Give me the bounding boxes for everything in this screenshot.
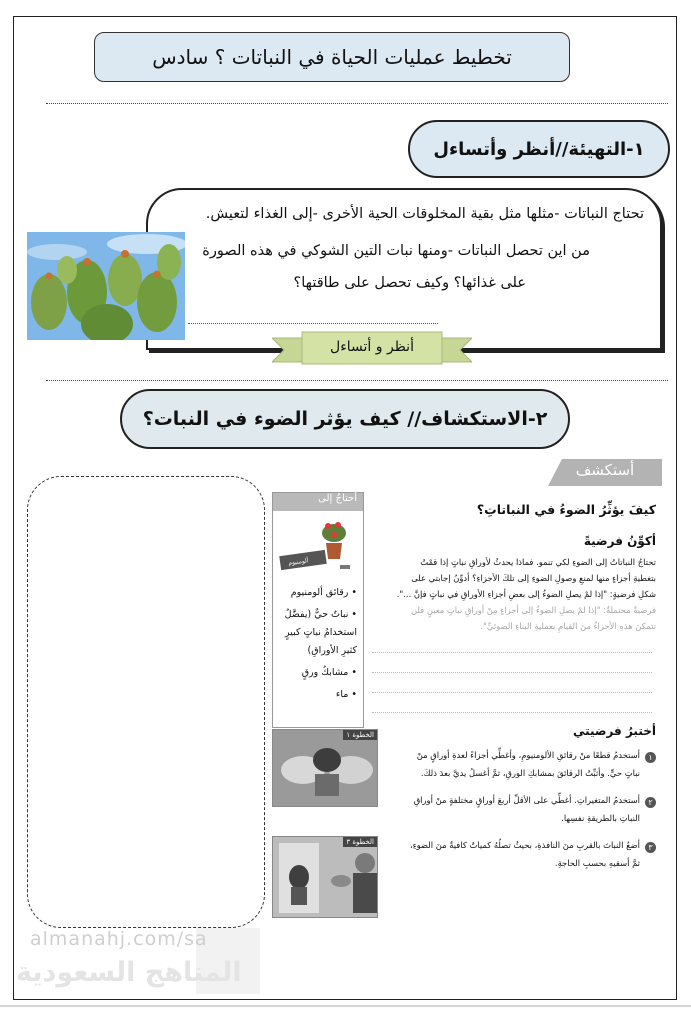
section2-heading: ٢-الاستكشاف// كيف يؤثر الضوء في النبات؟ <box>120 389 570 449</box>
material-item: • نباتٌ حيٌّ (يفضَّلُ <box>284 609 357 620</box>
banner-ribbon <box>272 330 472 368</box>
materials-illustration <box>274 513 364 583</box>
page-title: تخطيط عمليات الحياة في النباتات ؟ سادس <box>94 32 570 82</box>
step-line: النباتِ بالطريقةِ نفسِها. <box>561 813 640 823</box>
step-line: ثمَّ أسقيهِ بحسبِ الحاجةِ. <box>554 858 640 868</box>
watermark-url: almanahj.com/sa <box>30 928 208 950</box>
answer-dashed-box <box>27 476 265 928</box>
material-item: كثيرِ الأوراقِ) <box>307 645 357 656</box>
divider-middle <box>46 380 668 381</box>
material-item: • ماء <box>335 689 357 700</box>
step-line: أستخدمُ المتغيراتِ. أغطِّي على الأقلِّ أربعَ أوراقٍ مختلفةٍ منْ أوراقِ <box>413 795 640 805</box>
material-item: استخدامُ نباتٍ كبيرٍ <box>285 627 357 638</box>
answer-dotted-line <box>188 323 438 324</box>
step3-photo <box>272 836 378 918</box>
explore-tab-label: أستكشف <box>575 461 635 479</box>
hypothesis-title: أكوِّنُ فرضيةً <box>583 534 656 548</box>
hypothesis-line: تحتاجُ النباتاتُ إلى الضوءِ لكي تنمو. فماذا يحدثُ لأوراقِ نباتٍ إذا قمْتُ <box>420 557 656 567</box>
hypothesis-example: تتمكنَ هذهِ الأجزاءُ منَ القيامِ بعمليةِ البناءِ الضوئيِّ". <box>480 621 656 631</box>
book-answer-line <box>372 712 652 713</box>
hypothesis-line: بتغطيةِ أجزاءٍ منها لمنعِ وصولِ الضوءِ إلى تلكَ الأجزاءِ؟ أدوِّنُ إجابتي على <box>411 573 656 583</box>
book-answer-line <box>372 672 652 673</box>
materials-box-label: ألومنيوم <box>287 557 309 568</box>
step-line: أستخدمُ قطعًا منْ رقائقِ الألومنيومِ، وأغطِّي أجزاءً لعدةِ أوراقٍ منْ <box>416 750 640 760</box>
step-number: ٢ <box>645 797 656 808</box>
materials-title: أحتاجُ إلى <box>273 493 363 511</box>
test-title: أختبرُ فرضيتي <box>572 724 656 738</box>
banner-label: أنظر و أتساءل <box>330 339 414 355</box>
step-line: نباتٍ حيٍّ. وأثبِّتُ الرقائقَ بمشابكِ الورقِ، ثمَّ أغسلُ يديَّ بعدَ ذلكَ. <box>420 768 640 778</box>
materials-box <box>272 492 364 728</box>
step-number: ١ <box>645 752 656 763</box>
hypothesis-example: فرضيةٌ محتملةٌ: "إذا لمْ يصلِ الضوءُ إلى أجزاءٍ مِنْ أوراقِ نباتٍ معينٍ فلن <box>411 605 656 615</box>
bottom-bar <box>0 1005 691 1007</box>
hypothesis-line: شكلِ فرضيةٍ: "إذا لمْ يصلِ الضوءُ إلى بعضِ أجزاءِ الأوراقِ في نباتٍ فإنَّ ...". <box>396 589 656 599</box>
question-line-2: من اين تحصل النباتات -ومنها نبات التين الشوكي في هذه الصورة <box>202 243 590 259</box>
question-line-3: على غذائها؟ وكيف تحصل على طاقتها؟ <box>293 275 526 291</box>
question-box <box>146 188 662 350</box>
material-item: • رقائق ألومنيوم <box>290 587 357 598</box>
book-question: كيفَ يؤثِّرُ الضوءُ في النباتاتِ؟ <box>476 502 656 517</box>
step-number: ٣ <box>645 842 656 853</box>
cactus-photo <box>27 232 185 340</box>
material-item: • مشابكُ ورقٍ <box>301 667 357 678</box>
section1-heading: ١-التهيئة//أنظر وأتساءل <box>408 120 670 178</box>
watermark-text: المناهج السعودية <box>16 957 242 988</box>
book-answer-line <box>372 652 652 653</box>
step1-photo-label: الخطوة ١ <box>343 730 377 740</box>
step1-photo <box>272 729 378 807</box>
step-line: أضعُ النباتَ بالقربِ منَ النافذةِ، بحيثُ تصلُهُ كمياتٌ كافيةٌ منَ الضوءِ، <box>409 840 640 850</box>
book-answer-line <box>372 692 652 693</box>
question-line-1: تحتاج النباتات -مثلها مثل بقية المخلوقات الحية الأخرى -إلى الغذاء لتعيش. <box>205 206 644 222</box>
step3-photo-label: الخطوة ٣ <box>343 837 377 847</box>
divider-top <box>46 103 668 104</box>
